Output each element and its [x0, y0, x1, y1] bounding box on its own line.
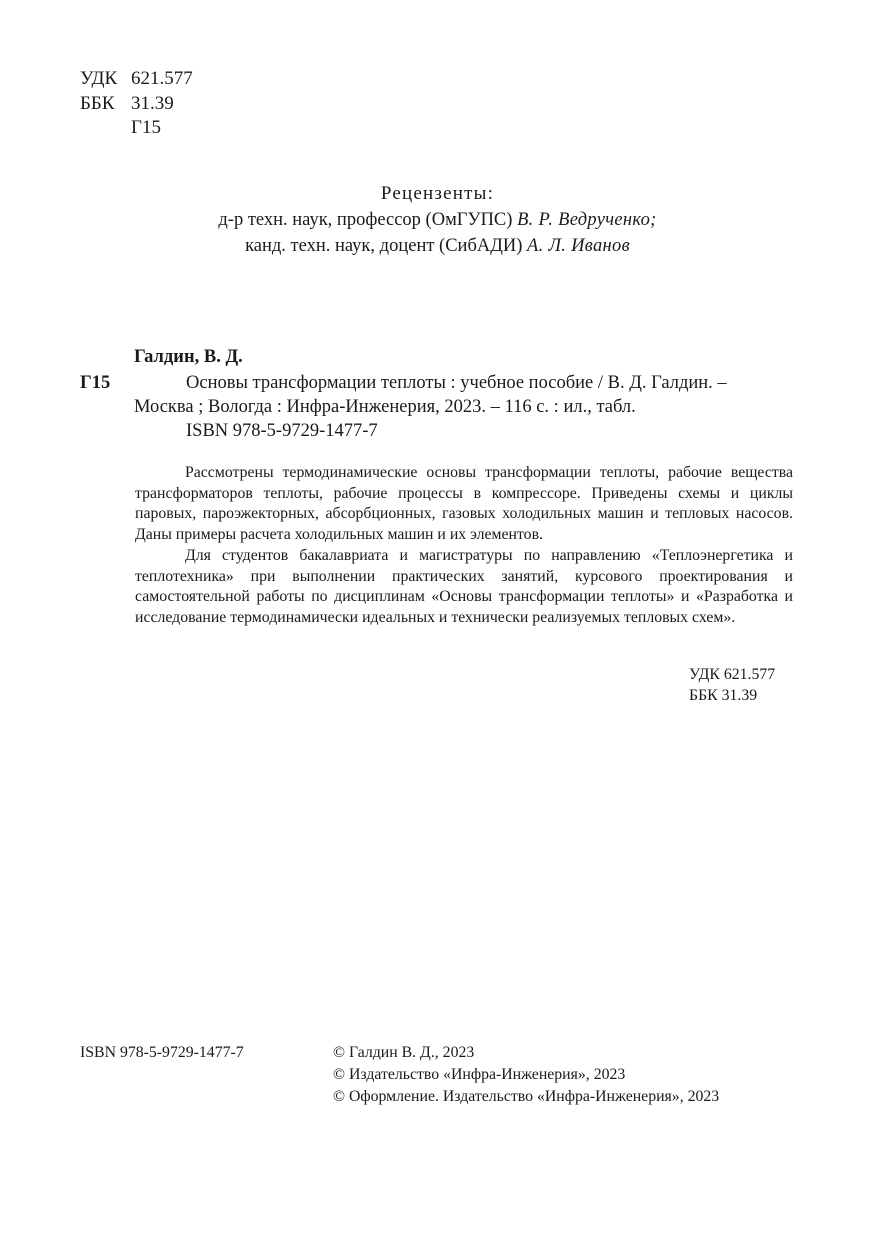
bbk-footer: ББК 31.39 [689, 686, 758, 704]
udk-label: УДК [80, 68, 118, 89]
author-sign: Г15 [80, 373, 111, 393]
copyright-block [333, 1042, 719, 1108]
book-title-line: Основы трансформации теплоты : учебное пособие / В. Д. Галдин. – [186, 373, 727, 393]
isbn-line: ISBN 978-5-9729-1477-7 [186, 421, 378, 441]
udk-footer: УДК 621.577 [689, 666, 776, 683]
author-heading: Галдин, В. Д. [134, 347, 243, 367]
reviewer-1-position: д-р техн. наук, профессор (ОмГУПС) [218, 210, 513, 230]
publication-line: Москва ; Вологда : Инфра-Инженерия, 2023. – 116 с. : ил., табл. [134, 397, 636, 417]
reviewer-2-name: А. Л. Иванов [527, 236, 630, 256]
reviewer-1-name: В. Р. Ведрученко; [517, 210, 657, 230]
bbk-label: ББК [80, 92, 115, 114]
reviewer-1 [0, 207, 875, 233]
copyright-author: © Галдин В. Д., 2023 [333, 1044, 475, 1061]
classification-block [80, 67, 193, 141]
udk-value: 621.577 [131, 68, 193, 89]
copyright-publisher: © Издательство «Инфра-Инженерия», 2023 [333, 1066, 626, 1083]
isbn-footer: ISBN 978-5-9729-1477-7 [80, 1044, 244, 1061]
reviewers-title: Рецензенты: [380, 183, 495, 204]
annotation-paragraph-2: Для студентов бакалавриата и магистратуры по направлению «Теплоэнергетика и теплотехника» при выполнении практических занятий, курсового проектирования и самостоятельной работы по дисциплинам «Основы трансформации теплоты» и «Разработка и исследование термодинамически идеальных и технически реализуемых тепловых схем». [135, 546, 793, 626]
reviewer-2-position: канд. техн. наук, доцент (СибАДИ) [245, 236, 523, 256]
reviewer-2 [0, 233, 875, 259]
copyright-design: © Оформление. Издательство «Инфра-Инженерия», 2023 [333, 1088, 720, 1105]
udk-row [80, 67, 193, 92]
reviewers-block [0, 181, 875, 259]
annotation [135, 463, 793, 629]
annotation-paragraph-1: Рассмотрены термодинамические основы трансформации теплоты, рабочие вещества трансформаторов теплоты, рабочие процессы в компрессоре. Приведены схемы и циклы паровых, пароэжекторных, абсорбционных, газовых холодильных машин и тепловых насосов. Даны примеры расчета холодильных машин и их элементов. [135, 464, 793, 544]
bbk-row [80, 92, 193, 117]
bbk-value: 31.39 [131, 92, 174, 114]
index-footer [689, 665, 775, 706]
author-sign-top: Г15 [131, 117, 161, 138]
author-sign-row [80, 116, 193, 141]
